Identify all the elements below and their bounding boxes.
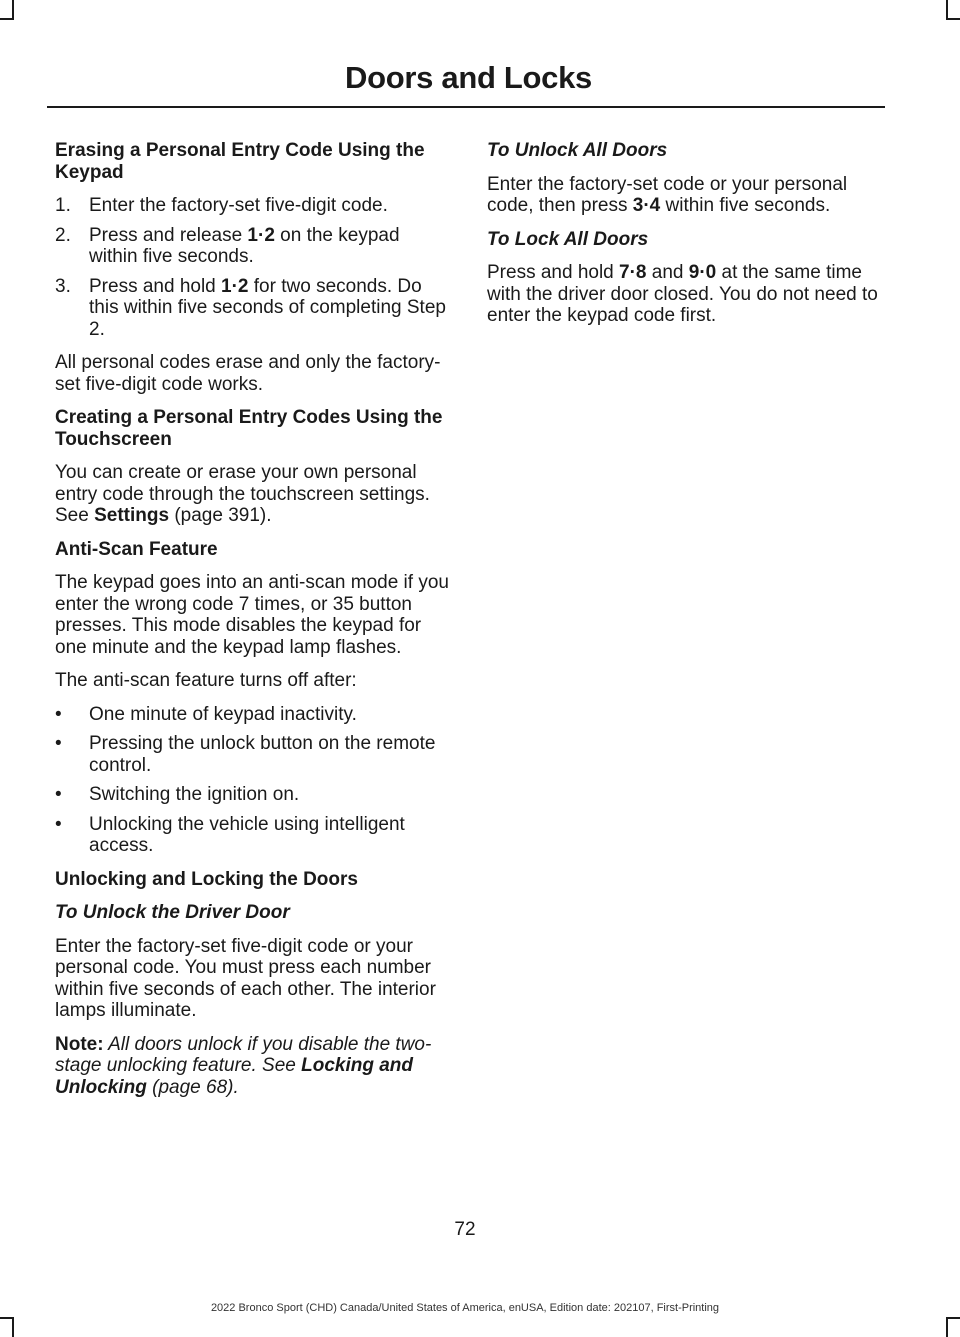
anti-scan-intro: The anti-scan feature turns off after: (55, 670, 357, 691)
crop-mark-bottom-right-v (946, 1317, 948, 1337)
key-label: 3·4 (632, 195, 661, 216)
anti-scan-text: The keypad goes into an anti-scan mode if you enter the wrong code 7 times, or 35 button presses. This mode disables the keypad for one minute and the keypad lamp flashes. (55, 572, 449, 658)
bullet-icon: • (55, 784, 62, 805)
subheading-unlock-driver-door: To Unlock the Driver Door (55, 902, 290, 923)
key-label: 1·2 (221, 275, 249, 297)
note-label: Note: (55, 1033, 104, 1055)
list-item: • One minute of keypad inactivity. (55, 703, 357, 725)
footer-edition-info: 2022 Bronco Sport (CHD) Canada/United States of America, enUSA, Edition date: 202107, First-Printing (210, 1302, 720, 1314)
list-item: • Unlocking the vehicle using intelligent access. (55, 813, 405, 856)
crop-mark-bottom-left-v (12, 1317, 14, 1337)
erasing-result: All personal codes erase and only the factory-set five-digit code works. (55, 352, 441, 395)
settings-link[interactable]: Settings (94, 505, 170, 526)
crop-mark-top-right-v (946, 0, 948, 20)
locking-unlocking-link[interactable]: Locking and Unlocking (55, 1055, 414, 1098)
page-number: 72 (454, 1219, 476, 1240)
crop-mark-top-left-v (12, 0, 14, 20)
bullet-icon: • (55, 733, 62, 754)
header-rule (47, 106, 885, 108)
section-heading-touchscreen: Creating a Personal Entry Codes Using the Touchscreen (55, 407, 443, 450)
unlock-all-doors-text: Enter the factory-set code or your personal code, then press 3·4 within five seconds. (487, 173, 848, 216)
touchscreen-text: You can create or erase your own personal entry code through the touchscreen settings. See Settings (page 391). (55, 462, 430, 526)
key-label: 7·8 (619, 262, 647, 283)
bullet-icon: • (55, 813, 62, 835)
section-heading-anti-scan: Anti-Scan Feature (55, 538, 218, 560)
list-item: 1. Enter the factory-set five-digit code. (55, 195, 388, 216)
list-item: • Pressing the unlock button on the remote control. (55, 733, 436, 776)
section-heading-unlocking-locking: Unlocking and Locking the Doors (55, 868, 358, 890)
crop-mark-top-left-h (0, 18, 14, 20)
erasing-steps-list (55, 195, 450, 340)
bullet-icon: • (55, 703, 62, 725)
list-item: 3. Press and hold 1·2 for two seconds. Do this within five seconds of completing Step 2. (55, 275, 446, 340)
list-item: • Switching the ignition on. (55, 784, 300, 805)
anti-scan-list (55, 704, 450, 857)
unlock-driver-door-text: Enter the factory-set five-digit code or your personal code. You must press each number within five seconds of each other. The interior lamps illuminate. (55, 935, 436, 1021)
list-item: 2. Press and release 1·2 on the keypad within five seconds. (55, 224, 400, 267)
lock-all-doors-text: Press and hold 7·8 and 9·0 at the same time with the driver door closed. You do not need to enter the keypad code first. (487, 262, 878, 326)
note: Note: All doors unlock if you disable the two-stage unlocking feature. See Locking and Unlocking (page 68). (55, 1033, 432, 1098)
left-column (55, 140, 450, 1110)
section-heading-erasing: Erasing a Personal Entry Code Using the Keypad (55, 140, 425, 183)
key-label: 9·0 (688, 262, 717, 283)
crop-mark-top-right-h (946, 18, 960, 20)
key-label: 1·2 (247, 224, 275, 246)
crop-mark-bottom-left-h (0, 1317, 14, 1319)
subheading-lock-all-doors: To Lock All Doors (487, 228, 649, 250)
page-title: Doors and Locks (345, 60, 592, 95)
crop-mark-bottom-right-h (946, 1317, 960, 1319)
right-column (487, 140, 882, 339)
subheading-unlock-all-doors: To Unlock All Doors (487, 140, 668, 161)
